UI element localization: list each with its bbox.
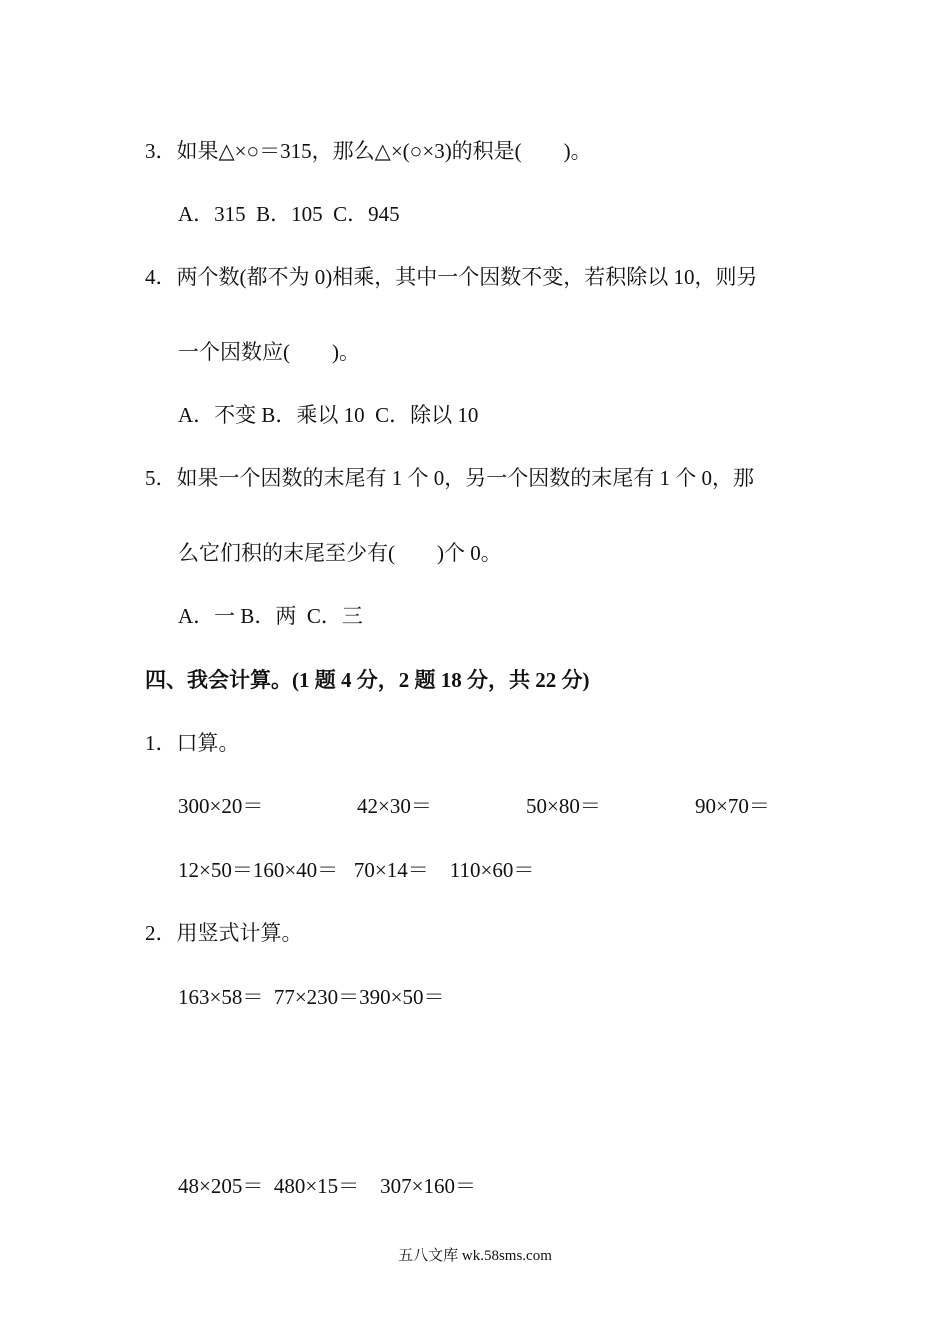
- oral-calc-item-1: 300×20＝: [178, 794, 264, 818]
- vertical-calc-row-2: 48×205＝ 480×15＝ 307×160＝: [178, 1174, 477, 1198]
- section-4-heading: 四、我会计算。(1 题 4 分，2 题 18 分，共 22 分): [145, 668, 590, 692]
- question-4-stem-line-2: 一个因数应( )。: [178, 340, 360, 364]
- question-4-options: A．不变 B．乘以 10 C．除以 10: [178, 403, 479, 427]
- oral-calc-item-2: 42×30＝: [357, 794, 432, 818]
- oral-calc-item-4: 90×70＝: [695, 794, 770, 818]
- oral-calc-item-3: 50×80＝: [526, 794, 601, 818]
- question-3-options: A．315 B．105 C．945: [178, 202, 400, 226]
- question-5-options: A．一 B．两 C．三: [178, 604, 363, 628]
- question-5-stem-line-2: 么它们积的末尾至少有( )个 0。: [178, 541, 502, 565]
- oral-calc-row-2: 12×50＝160×40＝ 70×14＝ 110×60＝: [178, 858, 535, 882]
- question-3-stem: 3．如果△×○＝315，那么△×(○×3)的积是( )。: [145, 139, 592, 163]
- question-5-stem-line-1: 5．如果一个因数的末尾有 1 个 0，另一个因数的末尾有 1 个 0，那: [145, 466, 754, 490]
- question-4-stem-line-1: 4．两个数(都不为 0)相乘，其中一个因数不变，若积除以 10，则另: [145, 265, 758, 289]
- subsection-2-title: 2．用竖式计算。: [145, 921, 303, 945]
- footer-watermark: 五八文库 wk.58sms.com: [398, 1248, 552, 1264]
- subsection-1-title: 1．口算。: [145, 731, 240, 755]
- vertical-calc-row-1: 163×58＝ 77×230＝390×50＝: [178, 985, 445, 1009]
